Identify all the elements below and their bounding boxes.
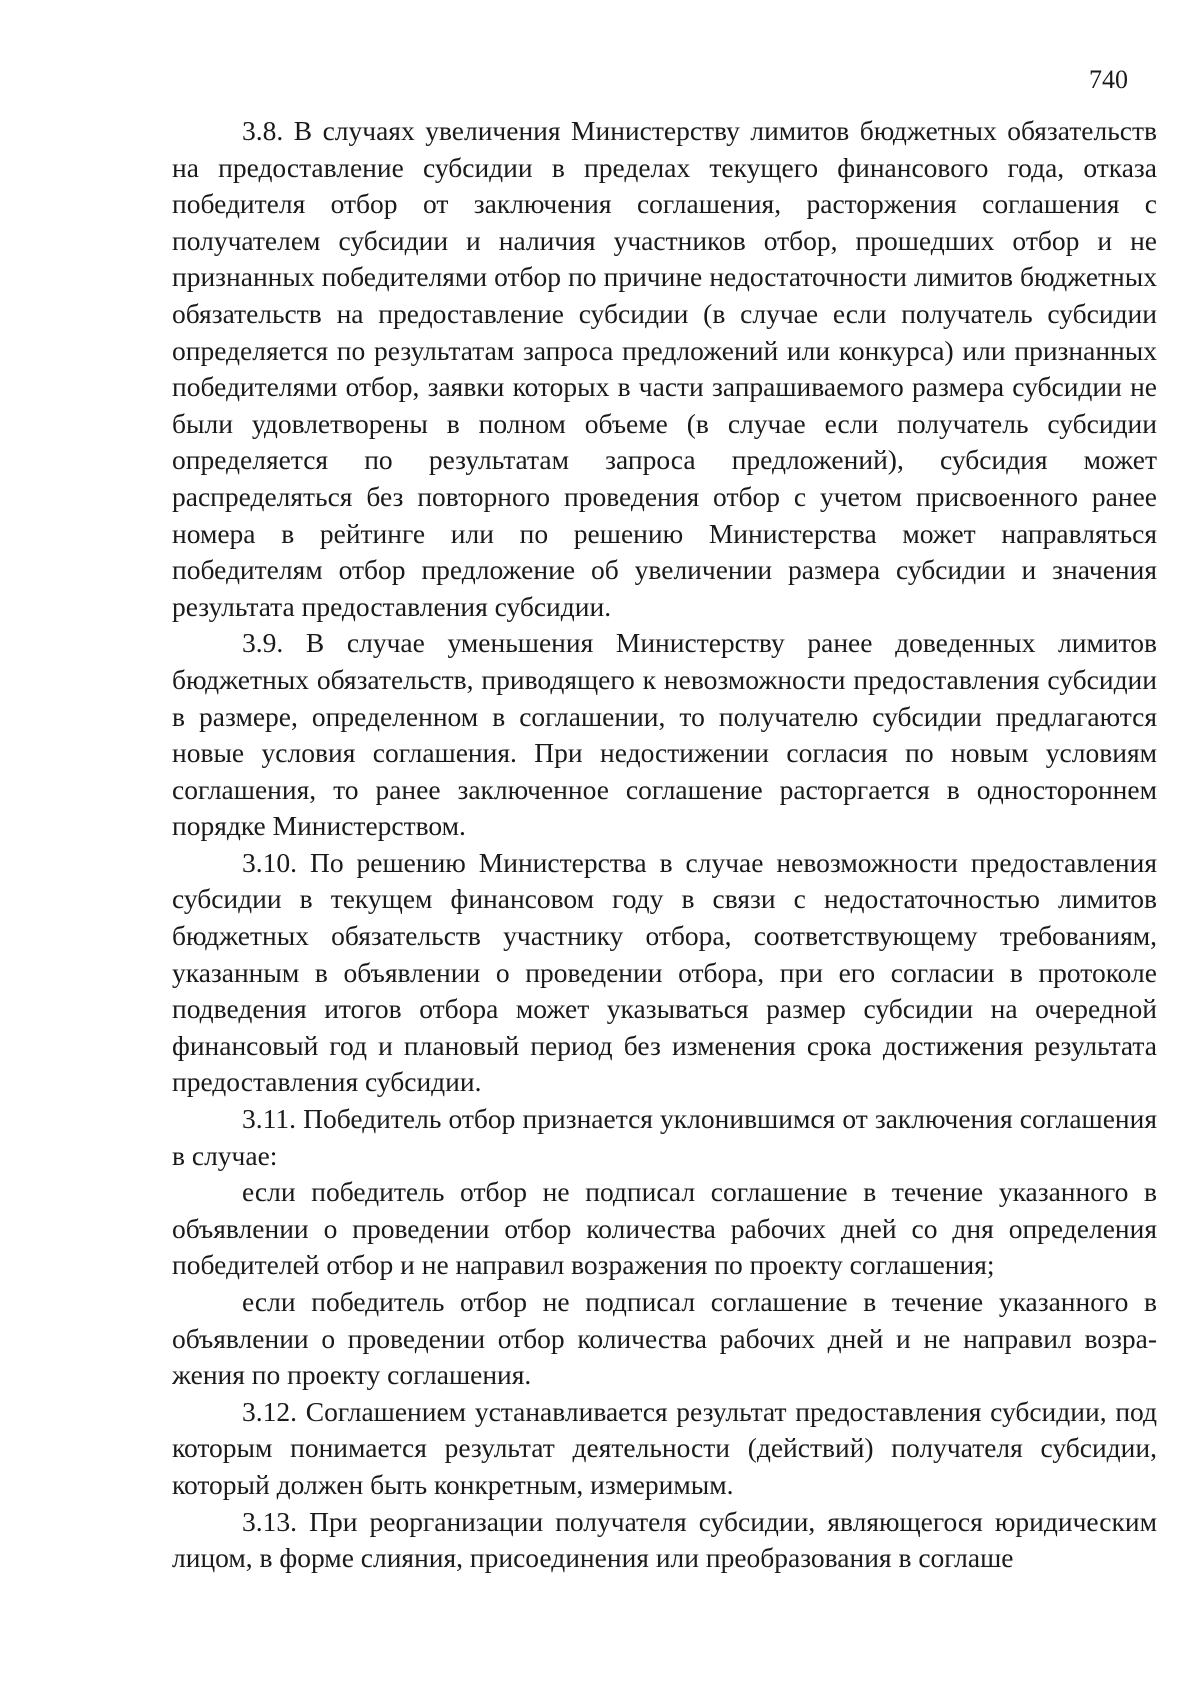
document-body [172, 113, 1157, 1577]
paragraph-3-11: 3.11. Победитель отбор признается уклонившимся от заключения соглашения в случае: [172, 1103, 1157, 1171]
page-number: 740 [1089, 65, 1128, 94]
paragraph-3-13: 3.13. При реорганизации получателя субсидии, являющегося юридическим лицом, в форме слияния, присоединения или преобразования в соглаше [172, 1505, 1157, 1574]
paragraph-3-9: 3.9. В случае уменьшения Министерству ранее доведенных лимитов бюджетных обязательств, приводящего к невозможности предоставления субсидии в размере, определенном в соглашении, то получателю субсидии предлагаются новые условия соглашения. При недостижении согласия по новым условиям соглашения, то ранее заключенное соглашение расторгается в одностороннем порядке Министерством. [172, 627, 1157, 842]
paragraph-3-8: 3.8. В случаях увеличения Министерству лимитов бюджетных обязательств на предоставление субсидии в пределах текущего финансового года, отказа победителя отбор от заключения соглашения, расторжения соглашения с получателем субсидии и наличия участников отбор, прошедших отбор и не признанных победителями отбор по причине недостаточности лимитов бюджетных обязательств на предоставление субсидии (в случае если получатель субсидии определяется по результатам запроса предложений или конкурса) или признанных победителями отбор, заявки которых в части запрашиваемого размера субсидии не были удовлетворены в полном объеме (в случае если получатель субсидии определяется по результатам запроса предложений), субсидия может распределяться без повторного проведения отбор с учетом присвоенного ранее номера в рейтинге или по решению Министерства может направляться победителям отбор предложение об увеличении размера субсидии и значения результата предоставления субсидии. [172, 115, 1157, 622]
paragraph-3-12: 3.12. Соглашением устанавливается результат предоставления субсидии, под которым понимается результат деятельности (действий) получателя субсидии, который должен быть конкретным, измеримым. [172, 1395, 1157, 1500]
paragraph-3-11-case-2: если победитель отбор не подписал соглашение в течение указанного в объявлении о проведении отбор количества рабочих дней и не направил возражения по проекту соглашения. [172, 1286, 1157, 1391]
paragraph-3-11-case-1: если победитель отбор не подписал соглашение в течение указанного в объявлении о проведении отбор количества рабочих дней со дня определения победителей отбор и не направил возражения по проекту соглашения; [172, 1176, 1157, 1281]
paragraph-3-10: 3.10. По решению Министерства в случае невозможности предоставления субсидии в текущем финансовом году в связи с недостаточностью лимитов бюджетных обязательств участнику отбора, соответствующему требованиям, указанным в объявлении о проведении отбора, при его согласии в протоколе подведения итогов отбора может указываться размер субсидии на очередной финансовый год и плановый период без изменения срока достижения результата предоставления субсидии. [172, 846, 1157, 1098]
